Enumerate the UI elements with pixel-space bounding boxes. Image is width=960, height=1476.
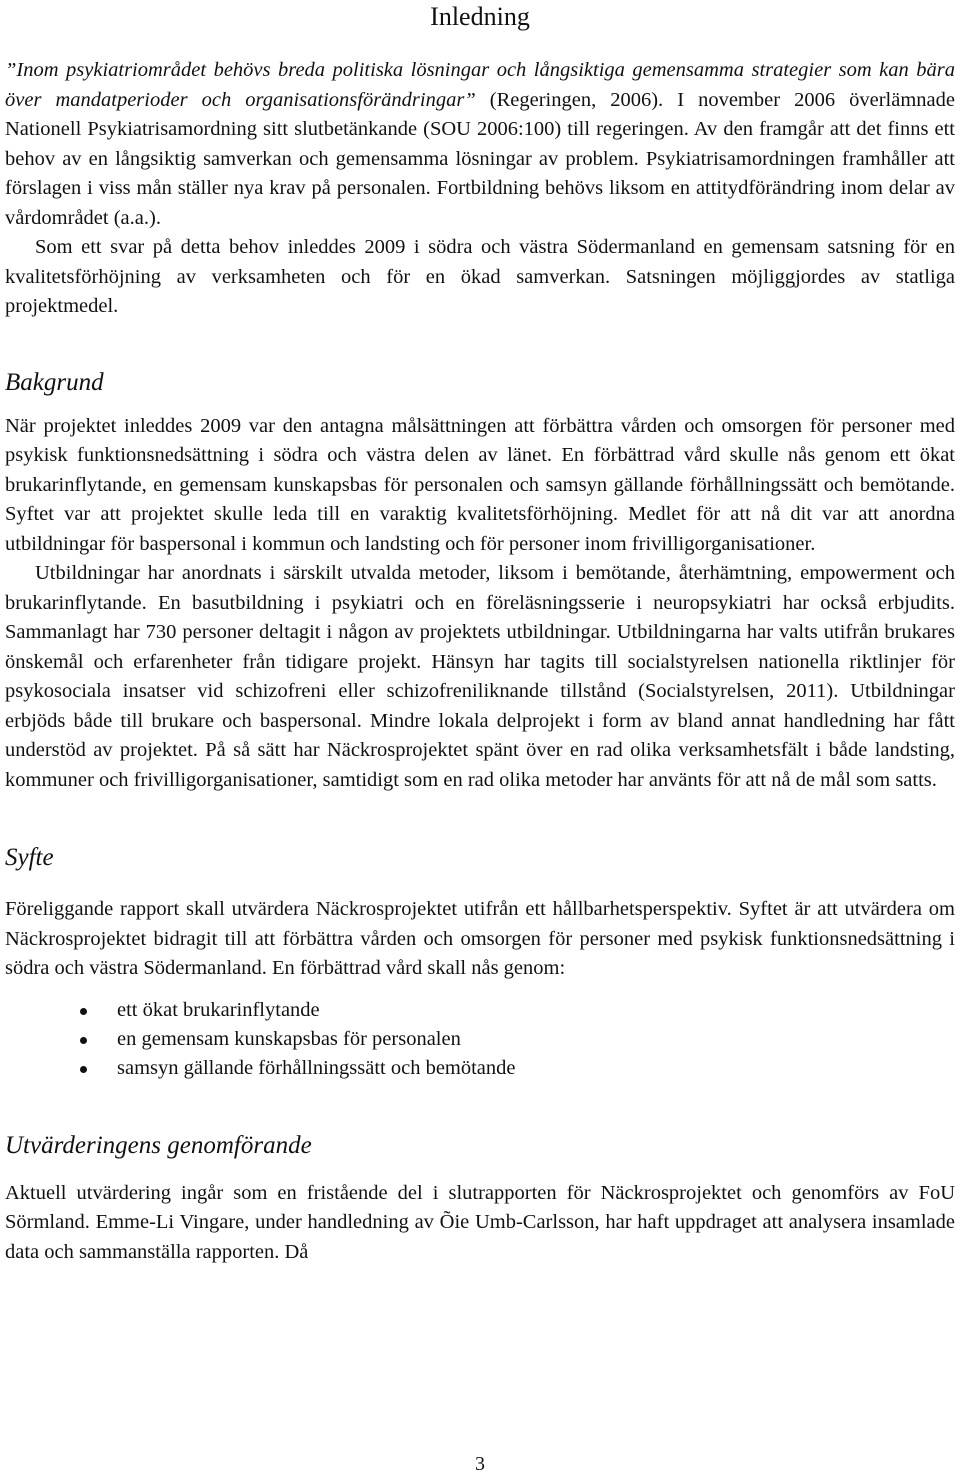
section-heading-utvardering: Utvärderingens genomförande [5, 1131, 312, 1159]
list-item [5, 996, 955, 1025]
list-item-text: en gemensam kunskapsbas för personalen [117, 1027, 461, 1050]
intro-paragraph [5, 56, 955, 233]
bullet-icon [80, 1008, 87, 1015]
syfte-paragraph: Föreliggande rapport skall utvärdera Näckrosprojektet utifrån ett hållbarhetsperspektiv. Syftet är att utvärdera om Näckrosprojektet bidragit till att förbättra vården och omsorgen för personer med psykisk funktionsnedsättning i södra och västra Södermanland. En förbättrad vård skall nås genom: [5, 898, 955, 979]
intro-text: (Regeringen, 2006). I november 2006 överlämnade Nationell Psykiatrisamordning sitt slutbetänkande (SOU 2006:100) till regeringen. Av den framgår att det finns ett behov av en långsiktig samverkan och gemensamma lösningar av problem. Psykiatrisamordningen framhåller att förslagen i viss mån ställer nya krav på personalen. Fortbildning behövs liksom en attitydförändring inom delar av vårdområdet (a.a.). [5, 88, 955, 229]
document-page [5, 0, 955, 1267]
bakgrund-paragraph-1: När projektet inleddes 2009 var den antagna målsättningen att förbättra vården och omsorgen för personer med psykisk funktionsnedsättning i södra och västra delen av länet. En förbättrad vård skulle nås genom ett ökat brukarinflytande, en gemensam kunskapsbas för personalen och samsyn gällande förhållningssätt och bemötande. Syftet var att projektet skulle leda till en varaktig kvalitetsförhöjning. Medlet för att nå dit var att anordna utbildningar för baspersonal i kommun och landsting och för personer inom frivilligorganisationer. [5, 414, 955, 555]
page-number: 3 [475, 1453, 485, 1475]
intro-quote: ”Inom psykiatriområdet behövs breda politiska lösningar och långsiktiga gemensamma strategier som kan bära över mandatperioder och organisationsförändringar” [5, 59, 955, 111]
bullet-icon [80, 1066, 87, 1073]
section-heading-syfte: Syfte [5, 844, 54, 871]
intro-paragraph-2: Som ett svar på detta behov inleddes 2009 i södra och västra Södermanland en gemensam satsning för en kvalitetsförhöjning av verksamheten och för en ökad samverkan. Satsningen möjliggjordes av statliga projektmedel. [5, 236, 955, 317]
list-item-text: ett ökat brukarinflytande [117, 998, 320, 1021]
list-item [5, 1025, 955, 1054]
page-title: Inledning [430, 2, 530, 31]
list-item [5, 1054, 955, 1083]
bakgrund-paragraph-2: Utbildningar har anordnats i särskilt utvalda metoder, liksom i bemötande, återhämtning, empowerment och brukarinflytande. En basutbildning i psykiatri och en föreläsningsserie i neuropsykiatri har också erbjudits. Sammanlagt har 730 personer deltagit i någon av projektets utbildningar. Utbildningarna har valts utifrån brukares önskemål och erfarenheter från tidigare projekt. Hänsyn har tagits till socialstyrelsen nationella riktlinjer för psykosociala insatser vid schizofreni eller schizofreniliknande tillstånd (Socialstyrelsen, 2011). Utbildningar erbjöds både till brukare och baspersonal. Mindre lokala delprojekt i form av bland annat handledning har fått understöd av projektet. På så sätt har Näckrosprojektet spänt över en rad olika verksamhetsfält i både landsting, kommuner och frivilligorganisationer, samtidigt som en rad olika metoder har använts för att nå de mål som satts. [5, 562, 955, 791]
utvardering-paragraph: Aktuell utvärdering ingår som en fristående del i slutrapporten för Näckrosprojektet och genomförs av FoU Sörmland. Emme-Li Vingare, under handledning av Õie Umb-Carlsson, har haft uppdraget att analysera insamlade data och sammanställa rapporten. Då [5, 1181, 955, 1263]
section-heading-bakgrund: Bakgrund [5, 368, 104, 396]
list-item-text: samsyn gällande förhållningssätt och bemötande [117, 1056, 516, 1079]
bullet-icon [80, 1037, 87, 1044]
syfte-bullet-list [5, 996, 955, 1083]
